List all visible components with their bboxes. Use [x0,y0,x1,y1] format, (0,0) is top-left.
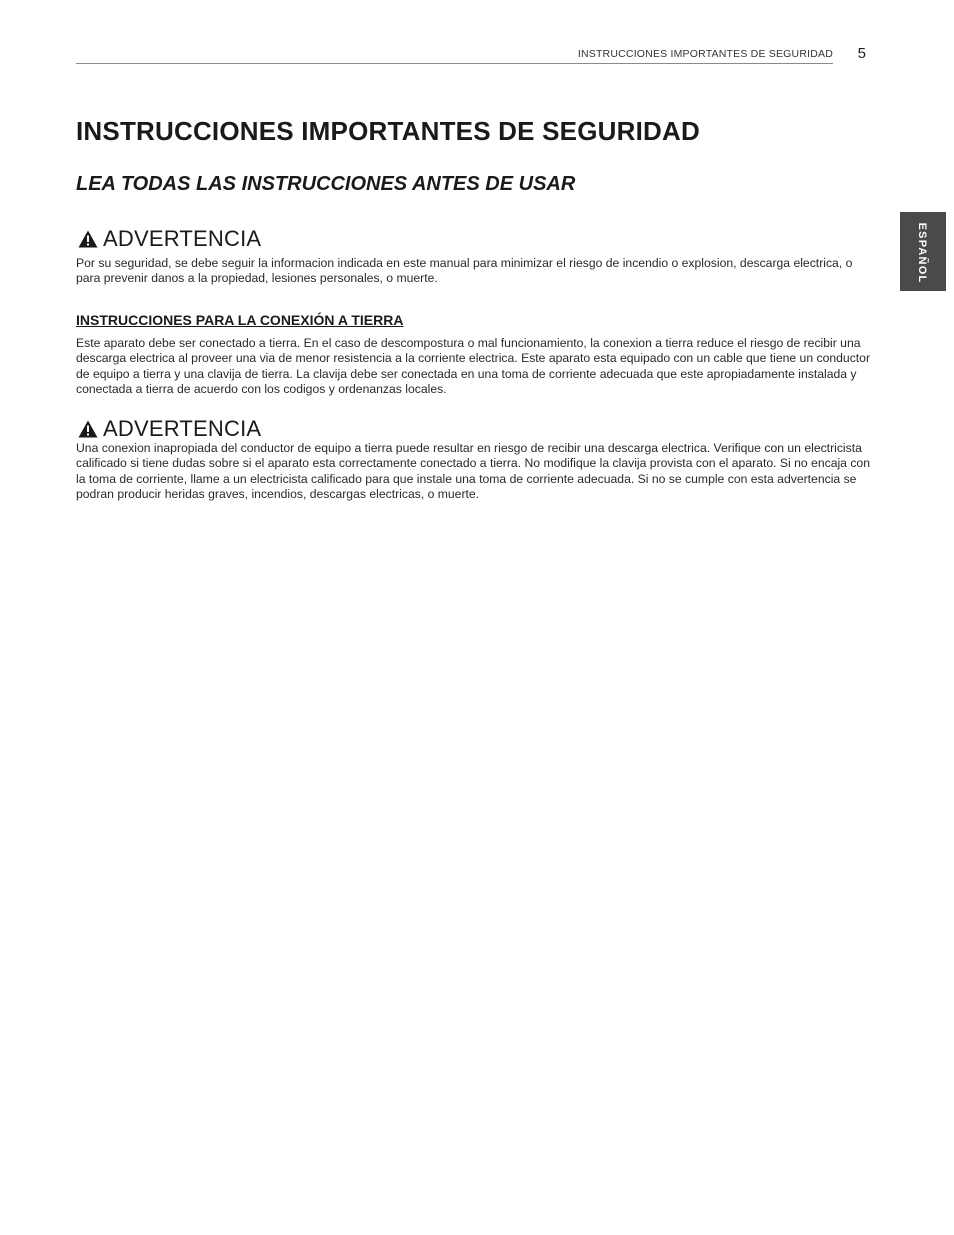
page-title: INSTRUCCIONES IMPORTANTES DE SEGURIDAD [76,116,700,146]
warning-label-2: ADVERTENCIA [103,416,262,441]
language-tab-label: ESPAÑOL [915,222,928,284]
page-subtitle: LEA TODAS LAS INSTRUCCIONES ANTES DE USAR [76,173,576,195]
warning-text-1: Por su seguridad, se debe seguir la informacion indicada en este manual para minimizar el riesgo de incendio o explosion, descarga electrica, o para prevenir danos a la propiedad, lesiones personales, o muerte. [76,256,853,286]
warning-heading-2 [78,416,261,442]
header-title: INSTRUCCIONES IMPORTANTES DE SEGURIDAD [577,48,833,60]
warning-triangle-icon [78,230,98,248]
grounding-text: Este aparato debe ser conectado a tierra. En el caso de descompostura o mal funcionamiento, la conexion a tierra reduce el riesgo de recibir una descarga electrica al proveer una via de menor resistencia a la corriente electrica. Este aparato esta equipado con un cable que tiene un conductor de equipo a tierra y una clavija de tierra. La clavija debe ser conectada en una toma de corriente adecuada que este apropiadamente instalada y conectada a tierra de acuerdo con los codigos y ordenanzas locales. [76,336,871,397]
header-rule [76,63,833,64]
warning-text-2: Una conexion inapropiada del conductor de equipo a tierra puede resultar en riesgo de recibir una descarga electrica. Verifique con un electricista calificado si tiene dudas sobre si el aparato esta correctamente conectado a tierra. No modifique la clavija provista con el aparato. Si no encaja con la toma de corriente, llame a un electricista calificado para que instale una toma de corriente adecuada. Si no se cumple con esta advertencia se podran producir heridas graves, incendios, descargas electricas, o muerte. [76,441,870,502]
warning-triangle-icon [78,420,98,438]
warning-heading-1 [78,226,261,252]
page-header [76,44,866,64]
grounding-heading: INSTRUCCIONES PARA LA CONEXIÓN A TIERRA [76,312,404,328]
page-number: 5 [857,45,866,62]
language-tab [900,212,946,291]
warning-label-1: ADVERTENCIA [103,226,262,251]
